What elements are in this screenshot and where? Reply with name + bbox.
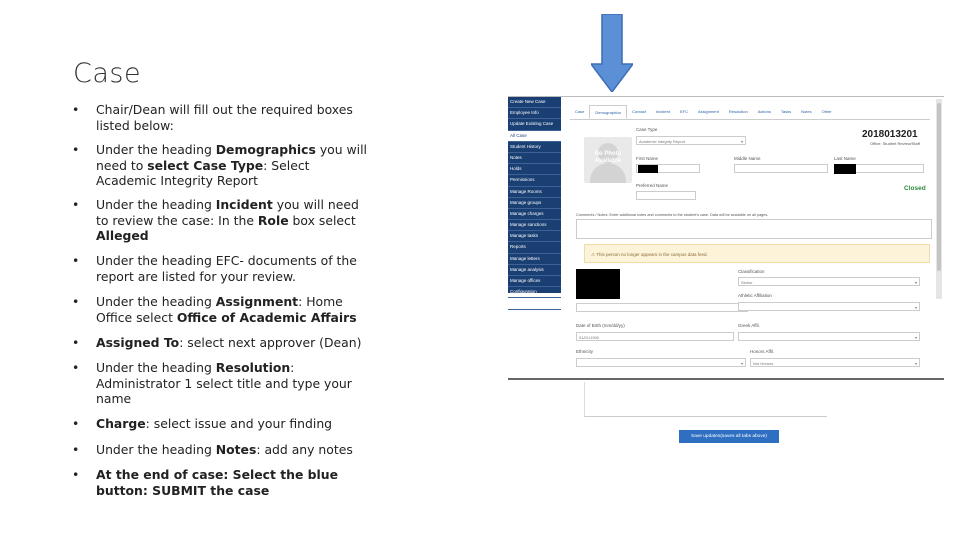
middle-name-field[interactable] [734, 164, 828, 173]
no-photo-avatar [584, 137, 632, 183]
sidebar-item[interactable]: Employee Info [508, 108, 561, 119]
instruction-text: Under the heading EFC- documents of the report are listed for your review. [96, 253, 357, 284]
middle-name-label: Middle Name [734, 156, 761, 161]
instruction-item [72, 197, 372, 244]
instruction-text: Assigned To [96, 335, 180, 350]
comments-textarea[interactable] [576, 219, 932, 239]
tab-demographics[interactable]: Demographics [589, 105, 627, 119]
athletic-affiliation-label: Athletic Affiliation [738, 293, 772, 298]
sidebar-item[interactable]: Manage tasks [508, 231, 561, 242]
tab-bar [570, 105, 930, 120]
instruction-item [72, 416, 372, 432]
sidebar-item[interactable]: Permissions [508, 175, 561, 186]
instruction-text: Role [257, 212, 289, 228]
tab-assignment[interactable]: Assignment [697, 109, 719, 114]
instruction-text: Assignment [215, 294, 299, 309]
slide-title: Case [73, 58, 142, 89]
instruction-text: you will need to review the case: In the [96, 197, 359, 228]
case-type-select[interactable]: Academic Integrity Report ▾ [636, 136, 746, 145]
vertical-scrollbar[interactable] [936, 99, 942, 299]
instruction-text: : add any notes [256, 442, 353, 457]
instruction-item [72, 142, 372, 189]
instruction-text: Demographics [215, 142, 316, 157]
sidebar-item[interactable]: Manage Rooms [508, 187, 561, 198]
instruction-item [72, 102, 372, 133]
sidebar-item[interactable]: All Case [508, 131, 561, 142]
sidebar-menu [508, 97, 561, 306]
sidebar-item[interactable]: Exit [508, 298, 561, 309]
case-management-screenshot [508, 96, 944, 383]
preferred-name-label: Preferred Name [636, 183, 669, 188]
tab-contact[interactable]: Contact [632, 109, 646, 114]
instruction-item [72, 294, 372, 325]
classification-label: Classification [738, 269, 765, 274]
redacted-first-name [638, 165, 658, 173]
redacted-student-info [576, 269, 620, 299]
sidebar-item[interactable]: Update Existing Case [508, 119, 561, 130]
tab-notes[interactable]: Notes [801, 109, 812, 114]
date-of-birth-label: Date of Birth (mm/dd/yy) [576, 323, 625, 328]
instruction-text: At the end of case: Select the blue button: SUBMIT the case [96, 467, 339, 498]
athletic-affiliation-select[interactable]: ▾ [738, 302, 920, 311]
tab-incident[interactable]: Incident [655, 109, 670, 114]
tab-case[interactable]: Case [575, 109, 585, 114]
instruction-text: Alleged [96, 228, 149, 243]
case-office: Office: Student Review/Staff [870, 141, 920, 146]
last-name-label: Last Name [834, 156, 856, 161]
case-number: 2018013201 [862, 129, 918, 140]
ethnicity-label: Ethnicity [576, 349, 594, 354]
tab-other[interactable]: Other [821, 109, 832, 114]
sidebar-item[interactable]: Manage charges [508, 209, 561, 220]
instruction-text: : select issue and your finding [145, 416, 333, 431]
case-form [570, 97, 938, 383]
instruction-text: Under the heading [96, 142, 216, 157]
data-feed-alert: ⚠ This person no longer appears in the campus data feed. [584, 244, 930, 263]
instruction-text: Resolution [215, 360, 291, 375]
notes-area [584, 382, 827, 417]
instruction-item [72, 253, 372, 284]
instruction-item [72, 360, 372, 407]
instruction-text: : Home Office select [96, 294, 343, 325]
redacted-last-name [834, 164, 856, 174]
sidebar-item[interactable]: Manage offices [508, 276, 561, 287]
tab-tasks[interactable]: Tasks [780, 109, 792, 114]
instruction-text: Incident [215, 197, 273, 212]
sidebar-item[interactable]: Manage sanctions [508, 220, 561, 231]
instruction-item [72, 442, 372, 458]
instruction-item [72, 335, 372, 351]
honors-affiliation-select[interactable]: Not Honors ▾ [750, 358, 920, 367]
instruction-text: Under the heading [96, 360, 216, 375]
status-badge: Closed [904, 185, 926, 192]
sidebar-item[interactable]: Manage letters [508, 254, 561, 265]
sidebar-item[interactable]: Holds [508, 164, 561, 175]
first-name-label: First Name [636, 156, 659, 161]
instruction-text: Under the heading [96, 442, 216, 457]
classification-select[interactable]: Senior ▾ [738, 277, 920, 286]
date-of-birth-field[interactable]: 01/01/1900 [576, 332, 734, 341]
tab-resolution[interactable]: Resolution [728, 109, 748, 114]
student-info-field[interactable] [576, 303, 748, 312]
instruction-text: select Case Type [147, 157, 264, 173]
sidebar-item[interactable]: Student History [508, 142, 561, 153]
sidebar-item[interactable]: Reports [508, 242, 561, 253]
greek-affiliation-label: Greek Affil. [738, 323, 760, 328]
instruction-text: : Select Academic Integrity Report [96, 157, 310, 188]
instruction-text: Under the heading [96, 294, 216, 309]
tab-actions[interactable]: Actions [757, 109, 771, 114]
instruction-text: Under the heading [96, 197, 216, 212]
panel-divider [508, 378, 944, 380]
instruction-text: Notes [215, 442, 257, 457]
sidebar-item[interactable]: Create New Case [508, 97, 561, 108]
preferred-name-field[interactable] [636, 191, 696, 200]
photo-placeholder-text: No Photo Available [594, 151, 622, 164]
case-type-label: Case Type [636, 127, 658, 132]
save-updates-button[interactable]: Save updates(saves all tabs above) [679, 430, 779, 443]
instruction-text: Chair/Dean will fill out the required boxes listed below: [96, 102, 353, 133]
tab-efc[interactable]: EFC [679, 109, 688, 114]
instruction-text: Charge [96, 416, 146, 431]
instruction-text: Office of Academic Affairs [176, 309, 357, 325]
sidebar-item[interactable]: Manage analysis [508, 265, 561, 276]
sidebar-item[interactable]: Configuration [508, 287, 561, 298]
sidebar-item[interactable]: Manage groups [508, 198, 561, 209]
instruction-text: : select next approver (Dean) [179, 335, 362, 350]
greek-affiliation-select[interactable]: ▾ [738, 332, 920, 341]
instruction-item [72, 467, 372, 498]
sidebar-item[interactable]: Notes [508, 153, 561, 164]
instruction-text: you will need to [96, 142, 367, 173]
instruction-text: : Administrator 1 select title and type your name [96, 360, 352, 406]
comments-label: Comments / Notes: Enter additional notes and comments to the student's case. Data will be available on all pages. [576, 213, 769, 217]
ethnicity-select[interactable]: ▾ [576, 358, 746, 367]
warning-icon: ⚠ [591, 252, 597, 257]
instruction-text: box select [288, 212, 356, 228]
down-arrow-icon [591, 14, 633, 92]
honors-affiliation-label: Honors Affil. [750, 349, 775, 354]
